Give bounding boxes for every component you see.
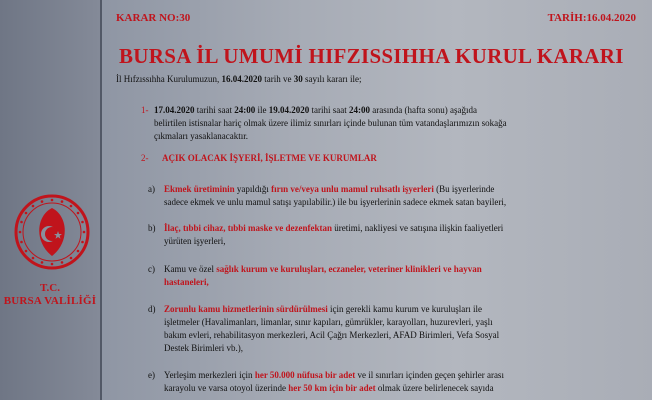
item-e-text: Yerleşim merkezleri için her 50.000 nüfusa bir adet ve il sınırları içinden geçen şehirler arası karayolu ve varsa otoyol üzerinde her 50 km için bir adet olmak üzere belirlenecek sayıda — [164, 370, 504, 393]
logo-tc-label: T.C. — [40, 282, 60, 294]
intro-text: İl Hıfzıssıhha Kurulumuzun, 16.04.2020 tarih ve 30 sayılı kararı ile; — [116, 74, 362, 84]
decision-number: KARAR NO:30 — [116, 12, 191, 24]
item-e-letter: e) — [148, 370, 155, 380]
sidebar-divider — [100, 0, 102, 400]
item-2-number: 2- — [141, 153, 149, 163]
decision-date: TARİH:16.04.2020 — [547, 12, 636, 24]
governorship-seal-icon — [14, 194, 90, 270]
sidebar-panel — [0, 0, 100, 400]
item-d-letter: d) — [148, 304, 156, 314]
item-a-text: Ekmek üretiminin yapıldığı fırın ve/veya unlu mamul ruhsatlı işyerleri (Bu işyerlerinde sadece ekmek ve unlu mamul satışı yapılabilir.) ile bu işyerlerinin sadece ekmek satan bayileri, — [164, 184, 507, 207]
item-a-letter: a) — [148, 184, 155, 194]
section-title-open-businesses: AÇIK OLACAK İŞYERİ, İŞLETME VE KURUMLAR — [162, 153, 377, 163]
item-b-text: İlaç, tıbbi cihaz, tıbbi maske ve dezenfektan üretimi, nakliyesi ve satışına ilişkin faaliyetleri yürüten işyerleri, — [164, 223, 504, 246]
item-c-text: Kamu ve özel sağlık kurum ve kuruluşları, eczaneler, veteriner klinikleri ve hayvan hastaneleri, — [164, 264, 482, 287]
item-1-text: 17.04.2020 tarihi saat 24:00 ile 19.04.2020 tarihi saat 24:00 arasında (hafta sonu) aşağıda belirtilen istisnalar hariç olmak üzere ilimiz sınırları içinde bulunan tüm vatandaşlarımızın sokağa çıkmaları yasaklanacaktır. — [154, 105, 507, 141]
item-d-text: Zorunlu kamu hizmetlerinin sürdürülmesi için gerekli kamu kurum ve kuruluşları ile işletmeler (Havalimanları, limanlar, sınır kapıları, gümrükler, karayolları, huzurevleri, yaşlı bakım evleri, rehabilitasyon merkezleri, Acil Çağrı Merkezleri, AFAD Birimleri, Vefa Sosyal Destek Birimleri vb.), — [164, 304, 500, 353]
item-c-letter: c) — [148, 264, 155, 274]
logo-institution-name: BURSA VALİLİĞİ — [3, 295, 97, 307]
item-b-letter: b) — [148, 223, 156, 233]
item-1-number: 1- — [141, 105, 149, 115]
page-title: BURSA İL UMUMİ HIFZISSIHHA KURUL KARARI — [119, 44, 624, 68]
